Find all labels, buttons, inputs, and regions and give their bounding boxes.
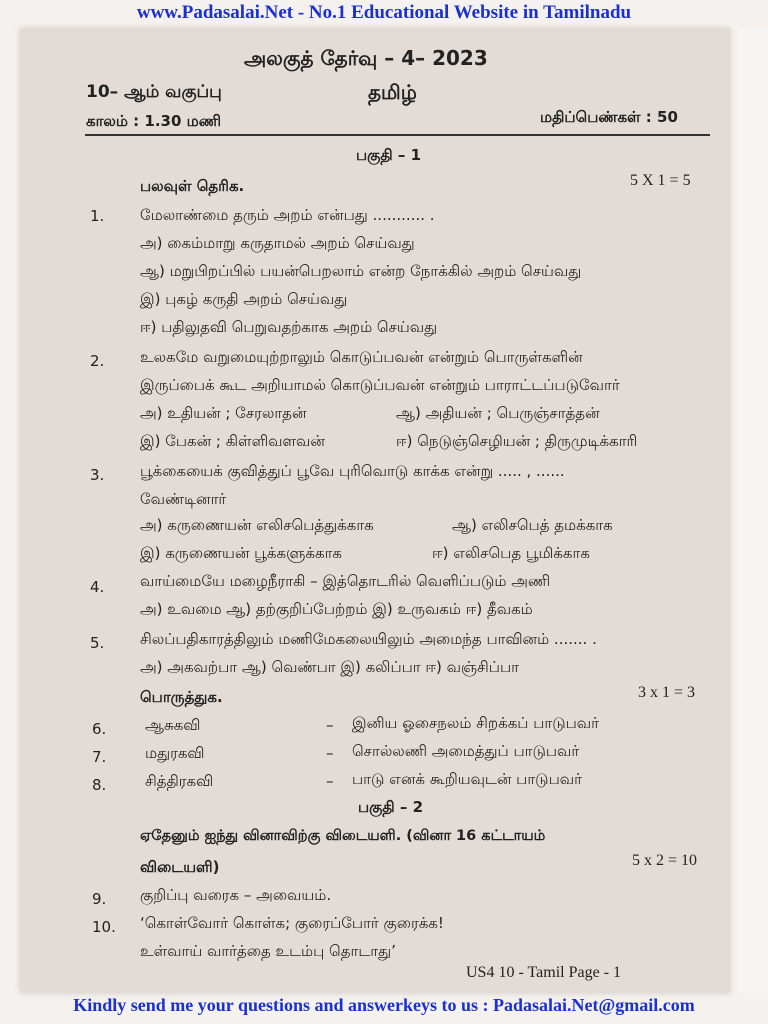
q6-left: ஆசுகவி: [145, 716, 201, 734]
q6-right: இனிய ஓசைநலம் சிறக்கப் பாடுபவர்: [352, 714, 599, 732]
q8-right: பாடு எனக் கூறியவுடன் பாடுபவர்: [352, 770, 582, 788]
q10-number: 10.: [92, 918, 116, 936]
q9-text: குறிப்பு வரைக – அவையம்.: [140, 886, 332, 904]
q2-option-c: இ) பேகன் ; கிள்ளிவளவன்: [140, 432, 325, 450]
mcq-heading: பலவுள் தெரிக.: [140, 177, 245, 195]
exam-title: அலகுத் தேர்வு – 4– 2023: [244, 46, 488, 70]
q1-text: மேலாண்மை தரும் அறம் என்பது ........... .: [140, 206, 435, 224]
page-footer-code: US4 10 - Tamil Page - 1: [466, 964, 622, 981]
q4-number: 4.: [90, 578, 105, 596]
part2-marks: 5 x 2 = 10: [632, 852, 698, 869]
q8-left: சித்திரகவி: [145, 772, 214, 790]
q10-line2: உள்வாய் வார்த்தை உடம்பு தொடாது’: [140, 942, 396, 960]
q3-option-a: அ) கருணையன் எலிசபெத்துக்காக: [140, 516, 374, 534]
header-divider: [85, 134, 710, 136]
marks-label: மதிப்பெண்கள் : 50: [540, 108, 678, 126]
q3-option-b: ஆ) எலிசபெத் தமக்காக: [452, 516, 613, 534]
q7-dash: –: [326, 744, 334, 762]
q9-number: 9.: [92, 890, 107, 908]
q2-option-b: ஆ) அதியன் ; பெருஞ்சாத்தன்: [396, 404, 600, 422]
q7-right: சொல்லணி அமைத்துப் பாடுபவர்: [352, 742, 580, 760]
q4-text: வாய்மையே மழைநீராகி – இத்தொடரில் வெளிப்படும் அணி: [140, 572, 551, 590]
q6-dash: –: [326, 716, 334, 734]
match-marks: 3 x 1 = 3: [638, 684, 696, 701]
website-banner: www.Padasalai.Net - No.1 Educational Website in Tamilnadu: [136, 2, 632, 23]
q8-number: 8.: [92, 776, 107, 794]
q8-dash: –: [326, 772, 334, 790]
part2-instruction-line1: ஏதேனும் ஐந்து வினாவிற்கு விடையளி. (வினா 16 கட்டாயம்: [140, 828, 546, 844]
q1-option-d: ஈ) பதிலுதவி பெறுவதற்காக அறம் செய்வது: [140, 318, 438, 336]
next-page-edge: [738, 28, 768, 993]
match-heading: பொருத்துக.: [140, 688, 223, 706]
q10-line1: ‘கொள்வோர் கொள்க; குரைப்போர் குரைக்க!: [140, 914, 444, 932]
q3-option-d: ஈ) எலிசபெத பூமிக்காக: [432, 544, 590, 562]
contact-banner: Kindly send me your questions and answerkeys to us : Padasalai.Net@gmail.com: [73, 995, 695, 1015]
q5-text: சிலப்பதிகாரத்திலும் மணிமேகலையிலும் அமைந்த பாவினம் ....... .: [140, 630, 597, 648]
q5-options: அ) அகவற்பா ஆ) வெண்பா இ) கலிப்பா ஈ) வஞ்சிப்பா: [140, 658, 519, 676]
part2-title: பகுதி – 2: [358, 798, 424, 816]
q3-option-c: இ) கருணையன் பூக்களுக்காக: [140, 544, 343, 562]
part1-title: பகுதி – 1: [356, 146, 422, 164]
q2-line2: இருப்பைக் கூட அறியாமல் கொடுப்பவன் என்றும் பாராட்டப்படுவோர்: [140, 376, 620, 394]
q3-number: 3.: [90, 466, 105, 484]
q1-option-b: ஆ) மறுபிறப்பில் பயன்பெறலாம் என்ற நோக்கில் அறம் செய்வது: [140, 262, 582, 280]
q6-number: 6.: [92, 720, 107, 738]
mcq-marks: 5 X 1 = 5: [630, 172, 691, 189]
q7-left: மதுரகவி: [145, 744, 205, 762]
exam-paper: [20, 28, 730, 993]
time-label: காலம் : 1.30 மணி: [86, 112, 222, 130]
q3-line2: வேண்டினார்: [140, 490, 227, 508]
q5-number: 5.: [90, 634, 105, 652]
q1-option-c: இ) புகழ் கருதி அறம் செய்வது: [140, 290, 348, 308]
q2-option-d: ஈ) நெடுஞ்செழியன் ; திருமுடிக்காரி: [396, 432, 638, 450]
part2-instruction-line2: விடையளி): [140, 858, 220, 876]
class-label: 10– ஆம் வகுப்பு: [86, 82, 222, 102]
subject-title: தமிழ்: [368, 80, 417, 104]
q2-option-a: அ) உதியன் ; சேரலாதன்: [140, 404, 307, 422]
q1-number: 1.: [90, 207, 105, 225]
q1-option-a: அ) கைம்மாறு கருதாமல் அறம் செய்வது: [140, 234, 415, 252]
q2-number: 2.: [90, 352, 105, 370]
q4-options: அ) உவமை ஆ) தற்குறிப்பேற்றம் இ) உருவகம் ஈ) தீவகம்: [140, 600, 533, 618]
q3-line1: பூக்கையைக் குவித்துப் பூவே புரிவொடு காக்க என்று ..... , ......: [140, 462, 565, 480]
q7-number: 7.: [92, 748, 107, 766]
q2-line1: உலகமே வறுமையுற்றாலும் கொடுப்பவன் என்றும் பொருள்களின்: [140, 348, 583, 366]
